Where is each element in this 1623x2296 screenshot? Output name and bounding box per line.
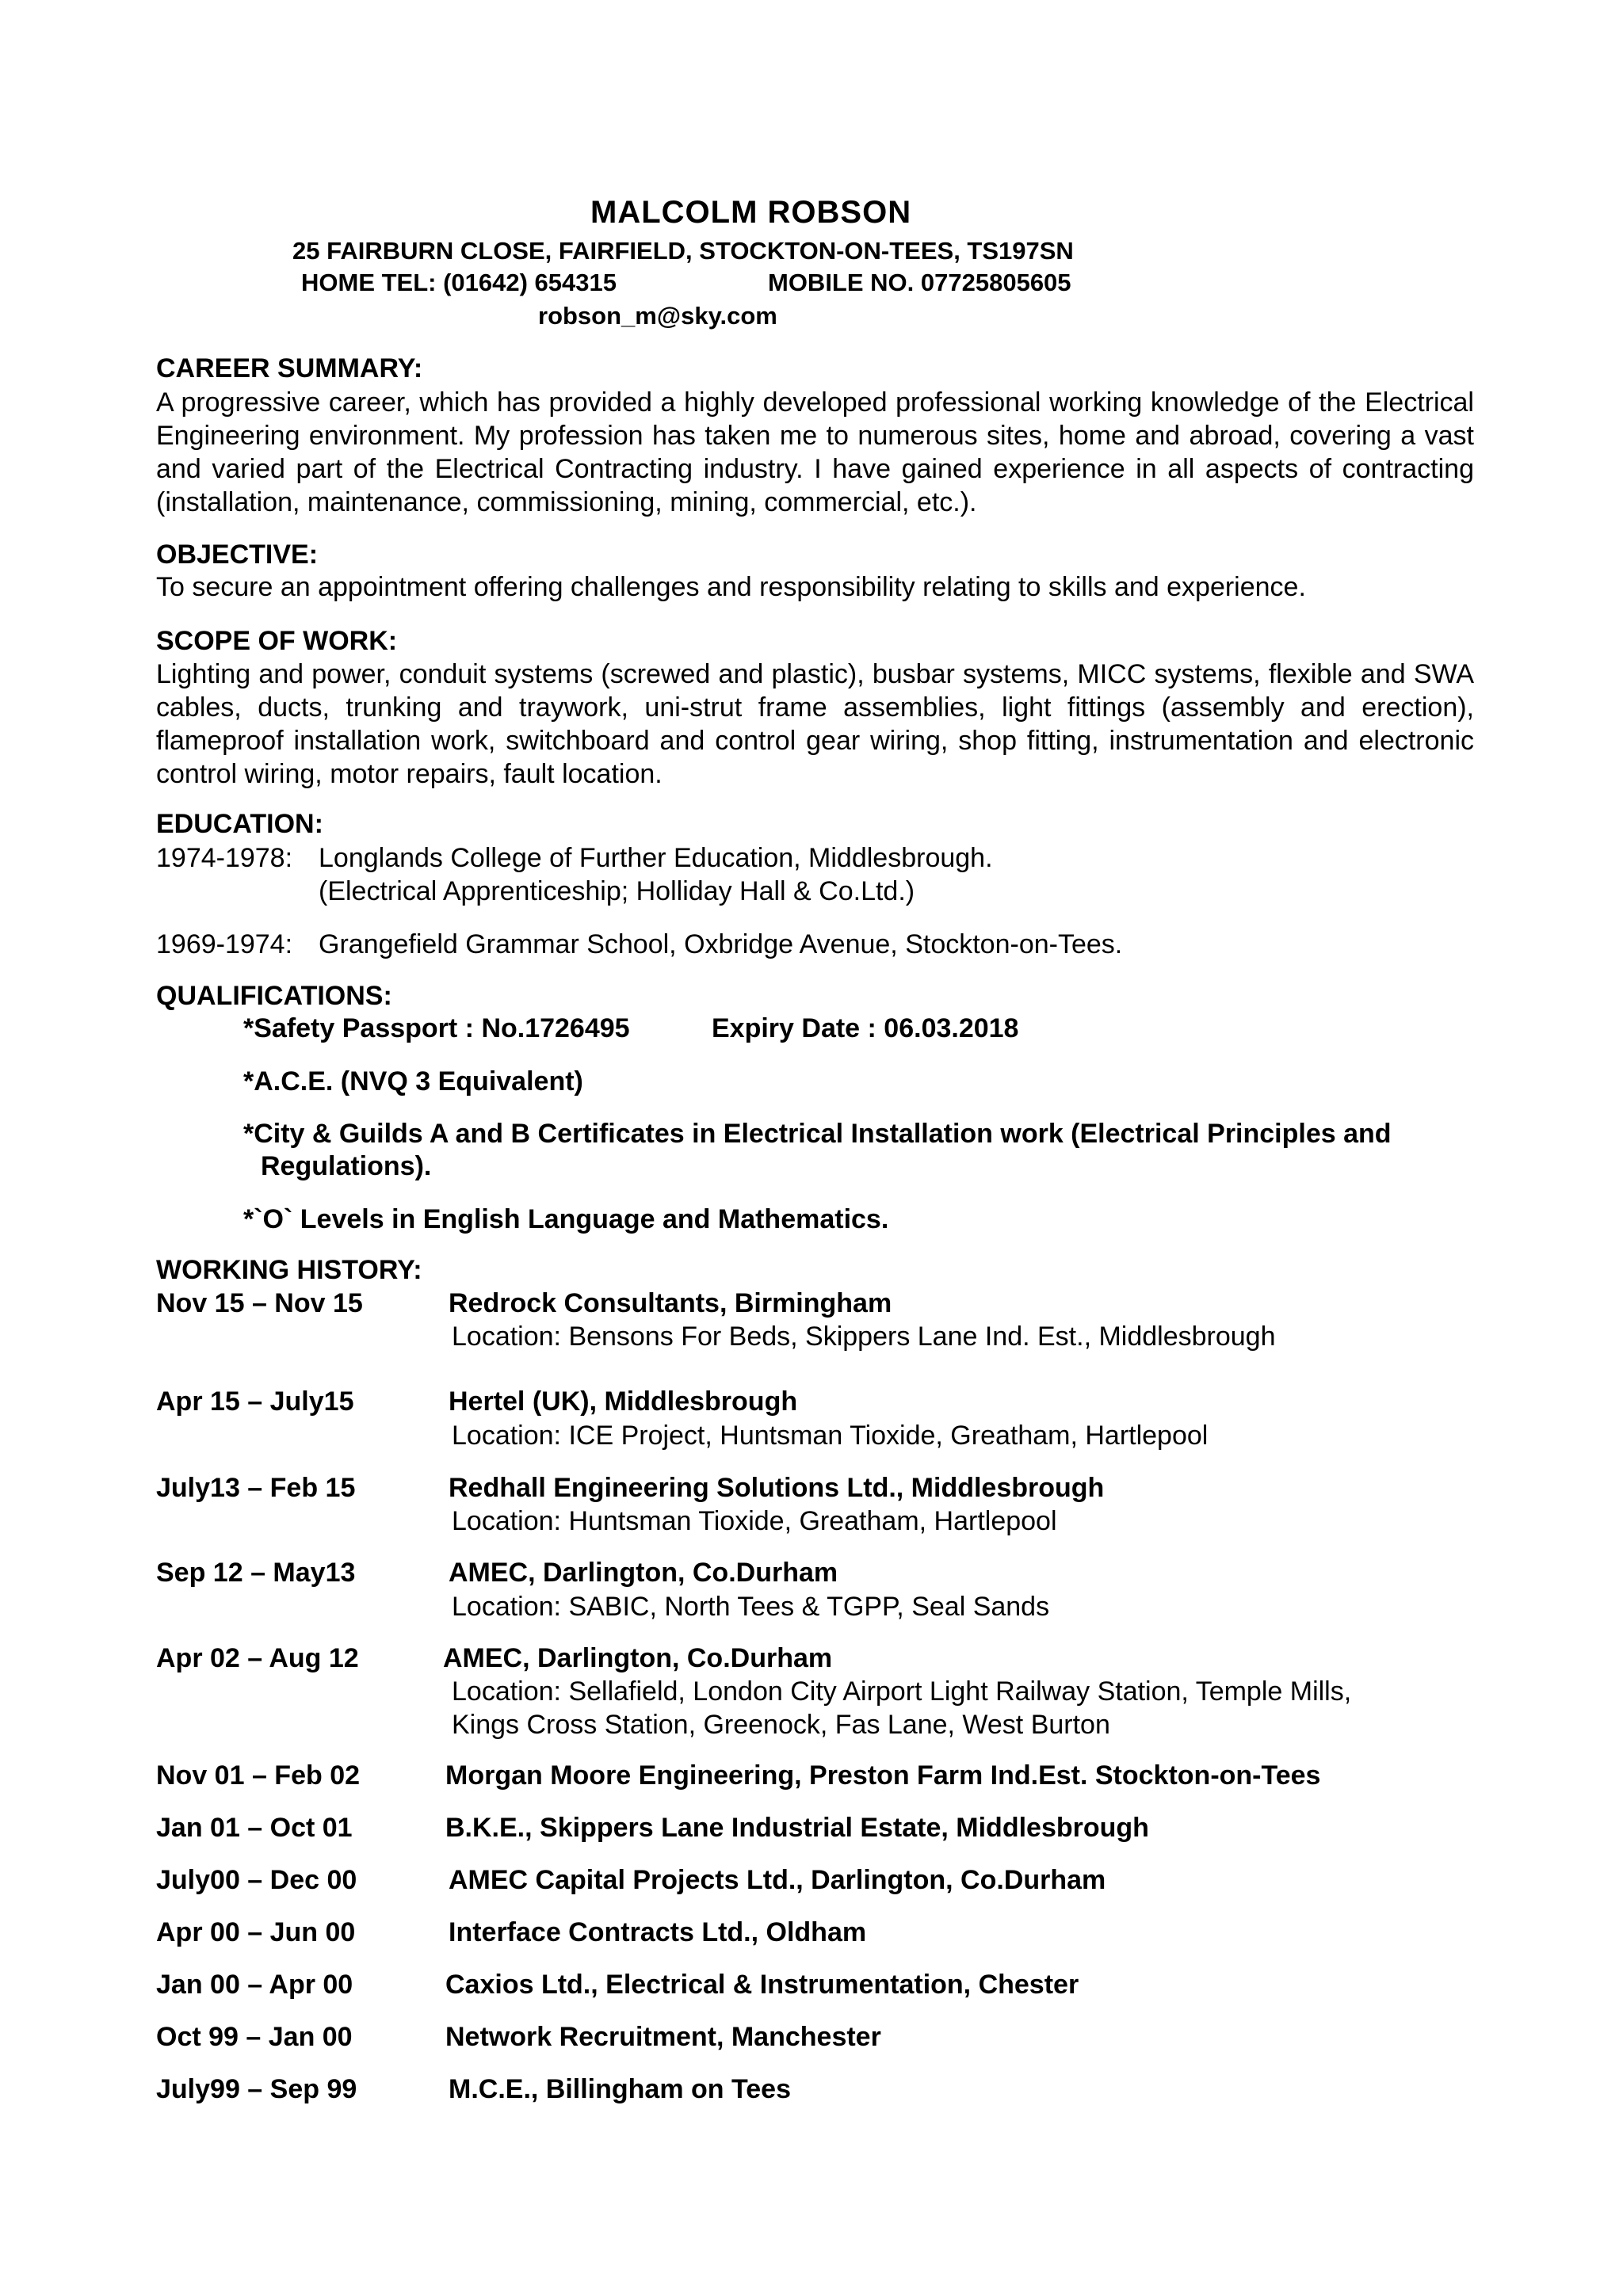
job-location: Location: Bensons For Beds, Skippers Lane Ind. Est., Middlesbrough	[452, 1322, 1276, 1352]
job-company: AMEC Capital Projects Ltd., Darlington, Co.Durham	[449, 1865, 1106, 1895]
mobile-number: MOBILE NO. 07725805605	[768, 269, 1071, 296]
career-summary-heading: CAREER SUMMARY:	[156, 353, 423, 383]
home-telephone: HOME TEL: (01642) 654315	[301, 269, 617, 296]
ace-qualification: *A.C.E. (NVQ 3 Equivalent)	[243, 1066, 583, 1097]
job-location-continued: Kings Cross Station, Greenock, Fas Lane, West Burton	[452, 1710, 1110, 1740]
job-company: Hertel (UK), Middlesbrough	[449, 1386, 798, 1417]
job-company: Morgan Moore Engineering, Preston Farm Ind.Est. Stockton-on-Tees	[445, 1760, 1321, 1791]
job-dates: July13 – Feb 15	[156, 1473, 356, 1503]
job-dates: Nov 01 – Feb 02	[156, 1760, 361, 1791]
city-guilds-qualification: *City & Guilds A and B Certificates in Electrical Installation work (Electrical Principles and Regulations).	[243, 1119, 1392, 1181]
job-dates: Sep 12 – May13	[156, 1558, 356, 1588]
job-location: Location: Huntsman Tioxide, Greatham, Hartlepool	[452, 1506, 1057, 1536]
o-levels-qualification: *`O` Levels in English Language and Mathematics.	[243, 1204, 889, 1234]
job-company: AMEC, Darlington, Co.Durham	[443, 1643, 833, 1673]
scope-heading: SCOPE OF WORK:	[156, 626, 398, 656]
safety-passport: *Safety Passport : No.1726495	[243, 1013, 630, 1043]
job-location: Location: SABIC, North Tees & TGPP, Seal Sands	[452, 1592, 1050, 1622]
working-history-heading: WORKING HISTORY:	[156, 1255, 422, 1285]
job-dates: Apr 15 – July15	[156, 1386, 354, 1417]
job-dates: July00 – Dec 00	[156, 1865, 357, 1895]
objective-heading: OBJECTIVE:	[156, 540, 319, 570]
job-dates: Nov 15 – Nov 15	[156, 1288, 363, 1318]
education-years: 1969-1974:	[156, 929, 293, 959]
scope-text: Lighting and power, conduit systems (screwed and plastic), busbar systems, MICC systems, flexible and SWA cables, ducts, trunking and traywork, uni-strut frame assemblies, light fittings (assembly and erection), flameproof installation work, switchboard and control gear wiring, shop fitting, instrumentation and electronic control wiring, motor repairs, fault location.	[156, 659, 1474, 789]
job-dates: Jan 01 – Oct 01	[156, 1813, 353, 1843]
job-company: AMEC, Darlington, Co.Durham	[449, 1558, 838, 1588]
job-location: Location: Sellafield, London City Airport Light Railway Station, Temple Mills,	[452, 1676, 1352, 1707]
education-heading: EDUCATION:	[156, 809, 323, 839]
candidate-name: MALCOLM ROBSON	[590, 195, 912, 230]
job-company: Network Recruitment, Manchester	[445, 2022, 881, 2052]
job-company: Interface Contracts Ltd., Oldham	[449, 1917, 867, 1947]
job-dates: Apr 02 – Aug 12	[156, 1643, 359, 1673]
job-dates: Oct 99 – Jan 00	[156, 2022, 353, 2052]
objective-text: To secure an appointment offering challenges and responsibility relating to skills and experience.	[156, 572, 1306, 602]
career-summary-text: A progressive career, which has provided a highly developed professional working knowledge of the Electrical Engineering environment. My profession has taken me to numerous sites, home and abroad, covering a vast and varied part of the Electrical Contracting industry. I have gained experience in all aspects of contracting (installation, maintenance, commissioning, mining, commercial, etc.).	[156, 387, 1474, 517]
job-company: Redrock Consultants, Birmingham	[449, 1288, 892, 1318]
job-dates: July99 – Sep 99	[156, 2074, 357, 2104]
qualifications-heading: QUALIFICATIONS:	[156, 981, 392, 1011]
education-school: Grangefield Grammar School, Oxbridge Avenue, Stockton-on-Tees.	[319, 929, 1123, 959]
job-company: M.C.E., Billingham on Tees	[449, 2074, 791, 2104]
job-company: Redhall Engineering Solutions Ltd., Middlesbrough	[449, 1473, 1105, 1503]
job-dates: Apr 00 – Jun 00	[156, 1917, 356, 1947]
education-school: Longlands College of Further Education, Middlesbrough.	[319, 843, 993, 873]
job-dates: Jan 00 – Apr 00	[156, 1970, 353, 2000]
education-years: 1974-1978:	[156, 843, 293, 873]
job-company: Caxios Ltd., Electrical & Instrumentation, Chester	[445, 1970, 1079, 2000]
email-address: robson_m@sky.com	[538, 302, 777, 330]
job-company: B.K.E., Skippers Lane Industrial Estate, Middlesbrough	[445, 1813, 1149, 1843]
address: 25 FAIRBURN CLOSE, FAIRFIELD, STOCKTON-ON-TEES, TS197SN	[292, 237, 1074, 265]
education-note: (Electrical Apprenticeship; Holliday Hall & Co.Ltd.)	[319, 876, 915, 906]
passport-expiry: Expiry Date : 06.03.2018	[712, 1013, 1019, 1043]
job-location: Location: ICE Project, Huntsman Tioxide, Greatham, Hartlepool	[452, 1421, 1209, 1451]
